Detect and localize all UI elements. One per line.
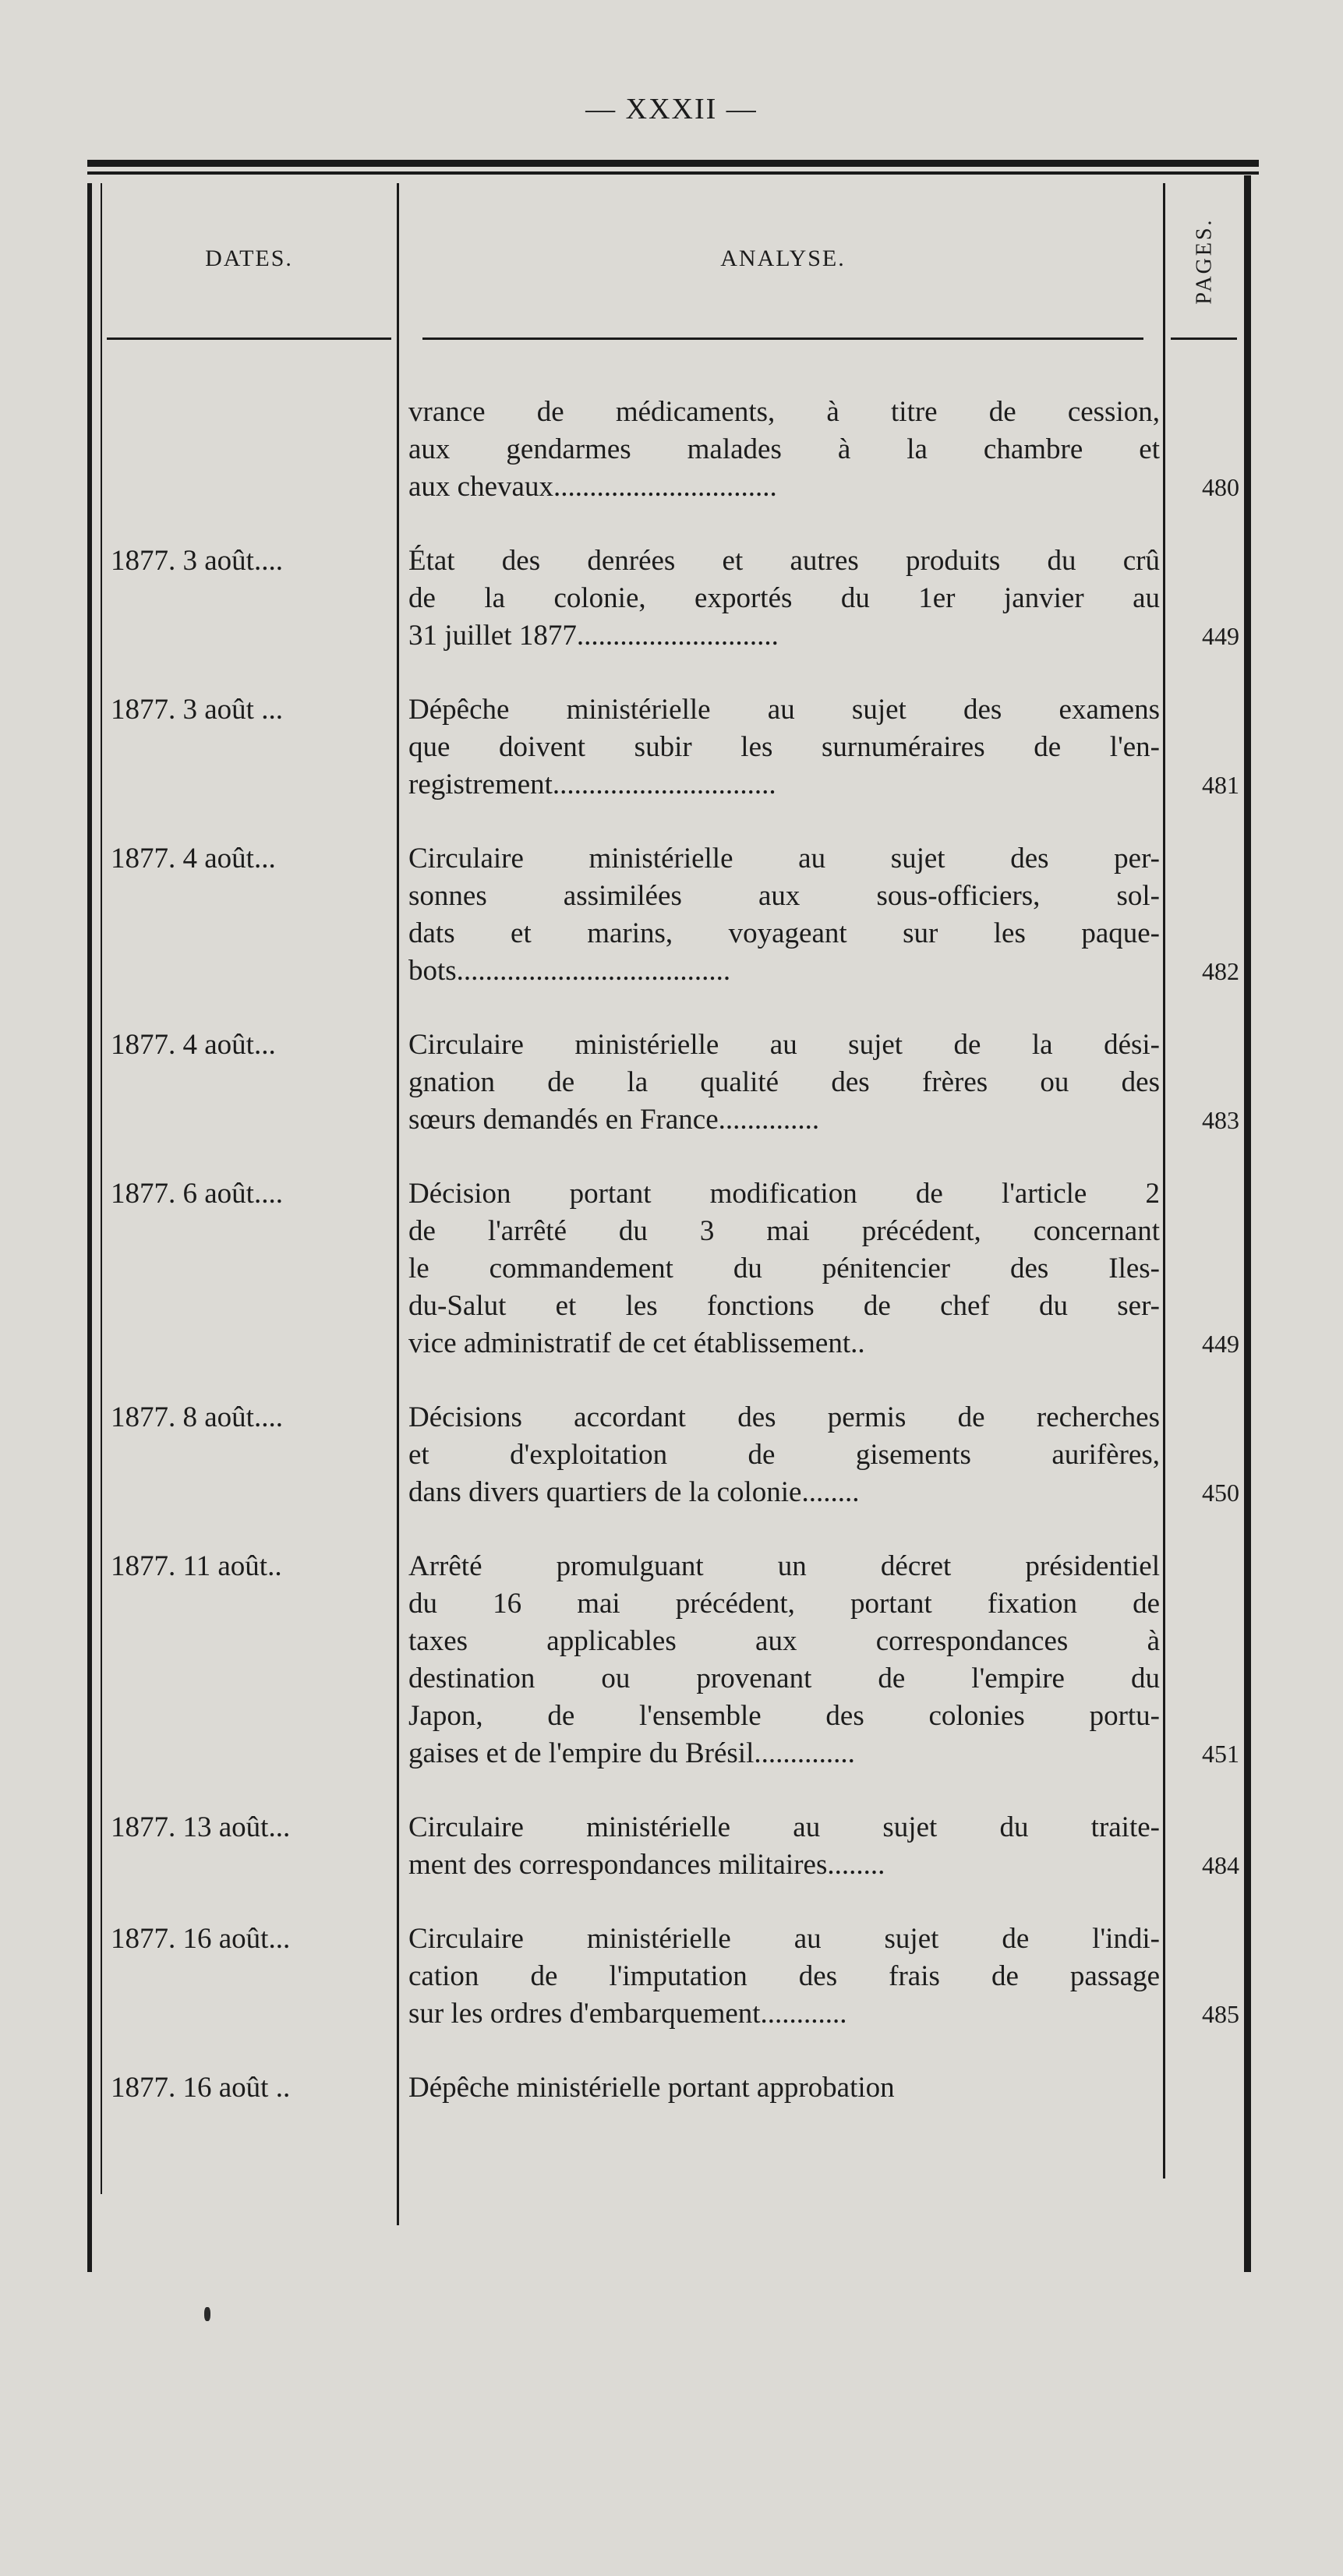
analysis-line: vrance de médicaments, à titre de cession, <box>408 396 1160 428</box>
analysis-line: de l'arrêté du 3 mai précédent, concernant <box>408 1215 1160 1247</box>
row-analysis <box>408 691 1160 804</box>
column-header-pages <box>1168 191 1242 331</box>
row-analysis <box>408 840 1160 990</box>
column-header-dates: DATES. <box>205 246 293 271</box>
dates-header-rule <box>107 337 391 340</box>
row-analysis <box>408 1175 1160 1362</box>
analysis-line: ment des correspondances militaires........ <box>408 1849 885 1881</box>
top-rule-thin <box>87 171 1259 175</box>
row-date: 1877. 3 août ... <box>111 694 283 726</box>
analysis-line: bots...................................... <box>408 955 731 987</box>
analysis-line: gnation de la qualité des frères ou des <box>408 1066 1160 1098</box>
table-row <box>87 542 1259 655</box>
analysis-line: destination ou provenant de l'empire du <box>408 1663 1160 1694</box>
analysis-line: Circulaire ministérielle au sujet du traite- <box>408 1811 1160 1843</box>
table-row <box>87 1027 1259 1139</box>
row-date: 1877. 8 août.... <box>111 1401 283 1433</box>
analysis-line: sonnes assimilées aux sous-officiers, sol- <box>408 880 1160 912</box>
pages-header-rule <box>1171 337 1237 340</box>
analysis-line: aux chevaux............................... <box>408 471 777 503</box>
analysis-line: dans divers quartiers de la colonie........ <box>408 1476 860 1508</box>
analysis-line: Décisions accordant des permis de recherches <box>408 1401 1160 1433</box>
analysis-line: du 16 mai précédent, portant fixation de <box>408 1588 1160 1620</box>
row-date: 1877. 4 août... <box>111 1029 276 1061</box>
row-page-number: 450 <box>1202 1479 1239 1507</box>
table-row <box>87 1921 1259 2033</box>
analysis-line: de la colonie, exportés du 1er janvier au <box>408 582 1160 614</box>
row-analysis <box>408 1809 1160 1884</box>
analysis-line: vice administratif de cet établissement.. <box>408 1327 865 1359</box>
row-page-number: 485 <box>1202 2000 1239 2028</box>
analysis-line: Japon, de l'ensemble des colonies portu- <box>408 1700 1160 1732</box>
row-date: 1877. 11 août.. <box>111 1550 282 1582</box>
analysis-line: Circulaire ministérielle au sujet des per- <box>408 843 1160 875</box>
analysis-line: gaises et de l'empire du Brésil.............. <box>408 1737 855 1769</box>
table-row <box>87 1175 1259 1362</box>
ink-mark <box>204 2307 210 2321</box>
analysis-line: Dépêche ministérielle au sujet des examens <box>408 694 1160 726</box>
row-page-number: 481 <box>1202 771 1239 799</box>
row-page-number: 449 <box>1202 622 1239 650</box>
row-page-number: 482 <box>1202 957 1239 985</box>
analysis-line: Décision portant modification de l'article 2 <box>408 1178 1160 1210</box>
analysis-line: dats et marins, voyageant sur les paque- <box>408 917 1160 949</box>
row-page-number: 449 <box>1202 1330 1239 1358</box>
table-row <box>87 840 1259 990</box>
analysis-line: État des denrées et autres produits du crû <box>408 545 1160 577</box>
analysis-line: et d'exploitation de gisements aurifères, <box>408 1439 1160 1471</box>
row-page-number: 451 <box>1202 1740 1239 1768</box>
row-analysis <box>408 1399 1160 1511</box>
top-rule <box>87 160 1259 167</box>
table-row <box>87 2069 1259 2107</box>
table-row <box>87 1548 1259 1772</box>
analysis-line: aux gendarmes malades à la chambre et <box>408 433 1160 465</box>
analysis-line: 31 juillet 1877............................ <box>408 620 779 652</box>
analysis-line: Dépêche ministérielle portant approbation <box>408 2072 895 2104</box>
row-analysis <box>408 2069 1160 2107</box>
row-date: 1877. 3 août.... <box>111 545 283 577</box>
row-date: 1877. 16 août... <box>111 1923 291 1955</box>
index-table <box>87 160 1259 2272</box>
table-row <box>87 1809 1259 1884</box>
row-analysis <box>408 1548 1160 1772</box>
row-page-number: 483 <box>1202 1106 1239 1134</box>
analysis-line: du-Salut et les fonctions de chef du ser- <box>408 1290 1160 1322</box>
table-row <box>87 691 1259 804</box>
analysis-line: sœurs demandés en France.............. <box>408 1104 820 1136</box>
row-analysis <box>408 542 1160 655</box>
table-row <box>87 1399 1259 1511</box>
analysis-line: le commandement du pénitencier des Iles- <box>408 1253 1160 1284</box>
row-date: 1877. 16 août .. <box>111 2072 291 2104</box>
row-analysis <box>408 394 1160 506</box>
page-header: — XXXII — <box>585 93 758 125</box>
row-analysis <box>408 1027 1160 1139</box>
analysis-line: cation de l'imputation des frais de passage <box>408 1960 1160 1992</box>
row-date: 1877. 6 août.... <box>111 1178 283 1210</box>
analysis-line: Circulaire ministérielle au sujet de l'indi- <box>408 1923 1160 1955</box>
analyse-header-rule <box>422 337 1143 340</box>
analysis-line: Arrêté promulguant un décret présidentiel <box>408 1550 1160 1582</box>
row-date: 1877. 13 août... <box>111 1811 291 1843</box>
table-row <box>87 394 1259 506</box>
analysis-line: registrement............................... <box>408 769 776 800</box>
column-header-analyse: ANALYSE. <box>720 246 846 271</box>
row-date: 1877. 4 août... <box>111 843 276 875</box>
column-header-pages-label: PAGES. <box>1193 217 1217 305</box>
analysis-line: que doivent subir les surnuméraires de l'en- <box>408 731 1160 763</box>
row-page-number: 480 <box>1202 473 1239 501</box>
row-analysis <box>408 1921 1160 2033</box>
analysis-line: Circulaire ministérielle au sujet de la dési- <box>408 1029 1160 1061</box>
analysis-line: sur les ordres d'embarquement............ <box>408 1998 847 2030</box>
row-page-number: 484 <box>1202 1851 1239 1879</box>
analysis-line: taxes applicables aux correspondances à <box>408 1625 1160 1657</box>
